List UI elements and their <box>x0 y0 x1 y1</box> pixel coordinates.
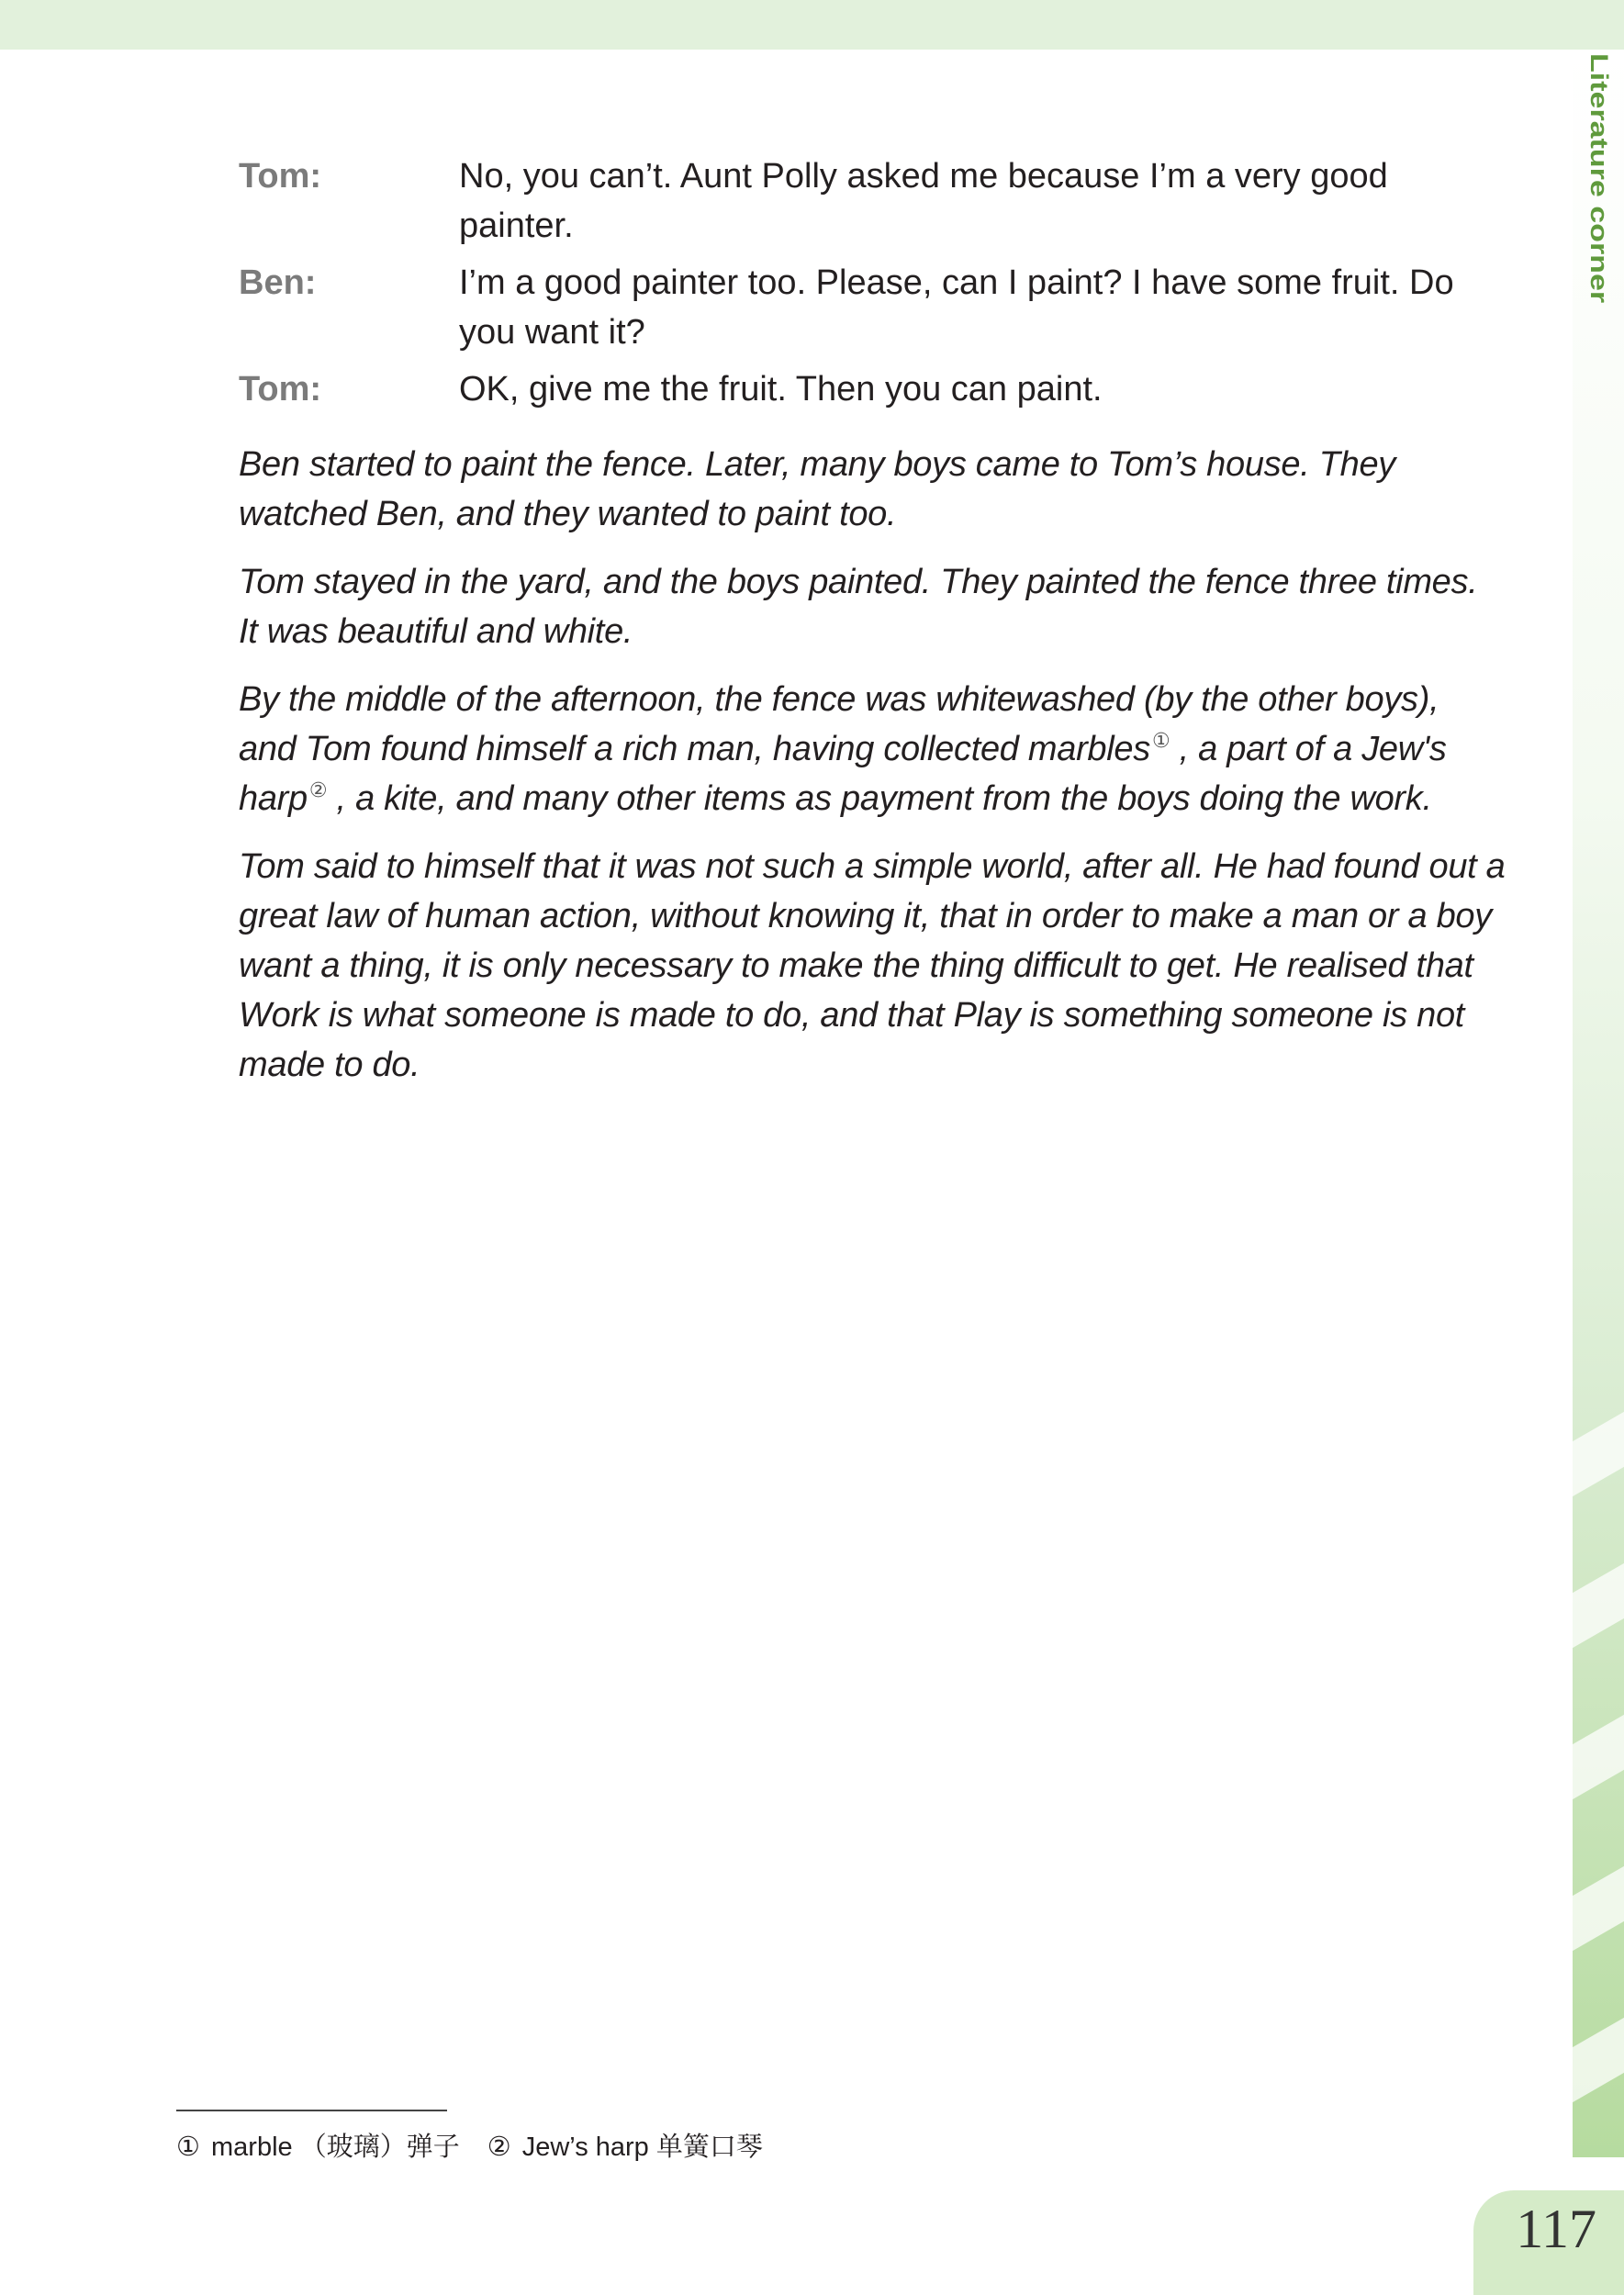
narration-paragraph: Ben started to paint the fence. Later, many boys came to Tom’s house. They watched Ben, and they wanted to paint too. <box>239 445 1395 533</box>
side-strip <box>1573 50 1624 2157</box>
footnote-item <box>176 2133 460 2162</box>
side-stripe-decoration <box>1573 1866 1624 1951</box>
dialogue-line <box>239 364 1506 414</box>
section-title-label: Literature corner <box>1585 52 1613 304</box>
footnote-marker: ① <box>1151 729 1170 753</box>
speaker-label: Ben: <box>239 263 317 302</box>
speech-text: No, you can’t. Aunt Polly asked me because I’m a very good painter. <box>459 157 1388 245</box>
footnote-text: marble （玻璃）弹子 <box>211 2133 460 2162</box>
page-content <box>239 151 1506 1090</box>
page-number: 117 <box>1516 2199 1596 2259</box>
footnote-marker: ② <box>308 778 328 802</box>
footnote-number: ① <box>176 2133 200 2162</box>
narration-paragraph: Tom said to himself that it was not such a simple world, after all. He had found out a great law of human action, without knowing it, that in order to make a man or a boy want a thing, it is only necessary to make the thing difficult to get. He realised that Work is what someone is made to do, and that Play is something someone is not made to do. <box>239 847 1506 1084</box>
speaker-label: Tom: <box>239 157 322 196</box>
narration-paragraph: Tom stayed in the yard, and the boys painted. They painted the fence three times. It was beautiful and white. <box>239 563 1478 651</box>
footnotes <box>176 2126 790 2164</box>
side-stripe-decoration <box>1573 1412 1624 1496</box>
dialogue-line <box>239 258 1506 357</box>
side-stripe-decoration <box>1573 1715 1624 1799</box>
footnote-divider <box>176 2110 447 2111</box>
footnote-number: ② <box>487 2133 511 2162</box>
narration-text: , a kite, and many other items as payment from the boys doing the work. <box>327 779 1432 818</box>
side-stripe-decoration <box>1573 1563 1624 1648</box>
footnote-text: Jew’s harp 单簧口琴 <box>521 2133 763 2162</box>
speech-text: OK, give me the fruit. Then you can paint. <box>459 370 1103 409</box>
footnote-item <box>487 2133 763 2162</box>
speaker-label: Tom: <box>239 370 322 409</box>
dialogue-line <box>239 151 1506 251</box>
narration-paragraph <box>239 675 1506 823</box>
section-title <box>1576 50 1620 307</box>
narration-text: , a part of a Jew's harp <box>239 730 1447 818</box>
top-band <box>0 0 1624 50</box>
narration-text: By the middle of the afternoon, the fence was whitewashed (by the other boys), and Tom found himself a rich man, having collected marbles <box>239 680 1439 768</box>
speech-text: I’m a good painter too. Please, can I paint? I have some fruit. Do you want it? <box>459 263 1454 352</box>
side-stripe-decoration <box>1573 2018 1624 2102</box>
